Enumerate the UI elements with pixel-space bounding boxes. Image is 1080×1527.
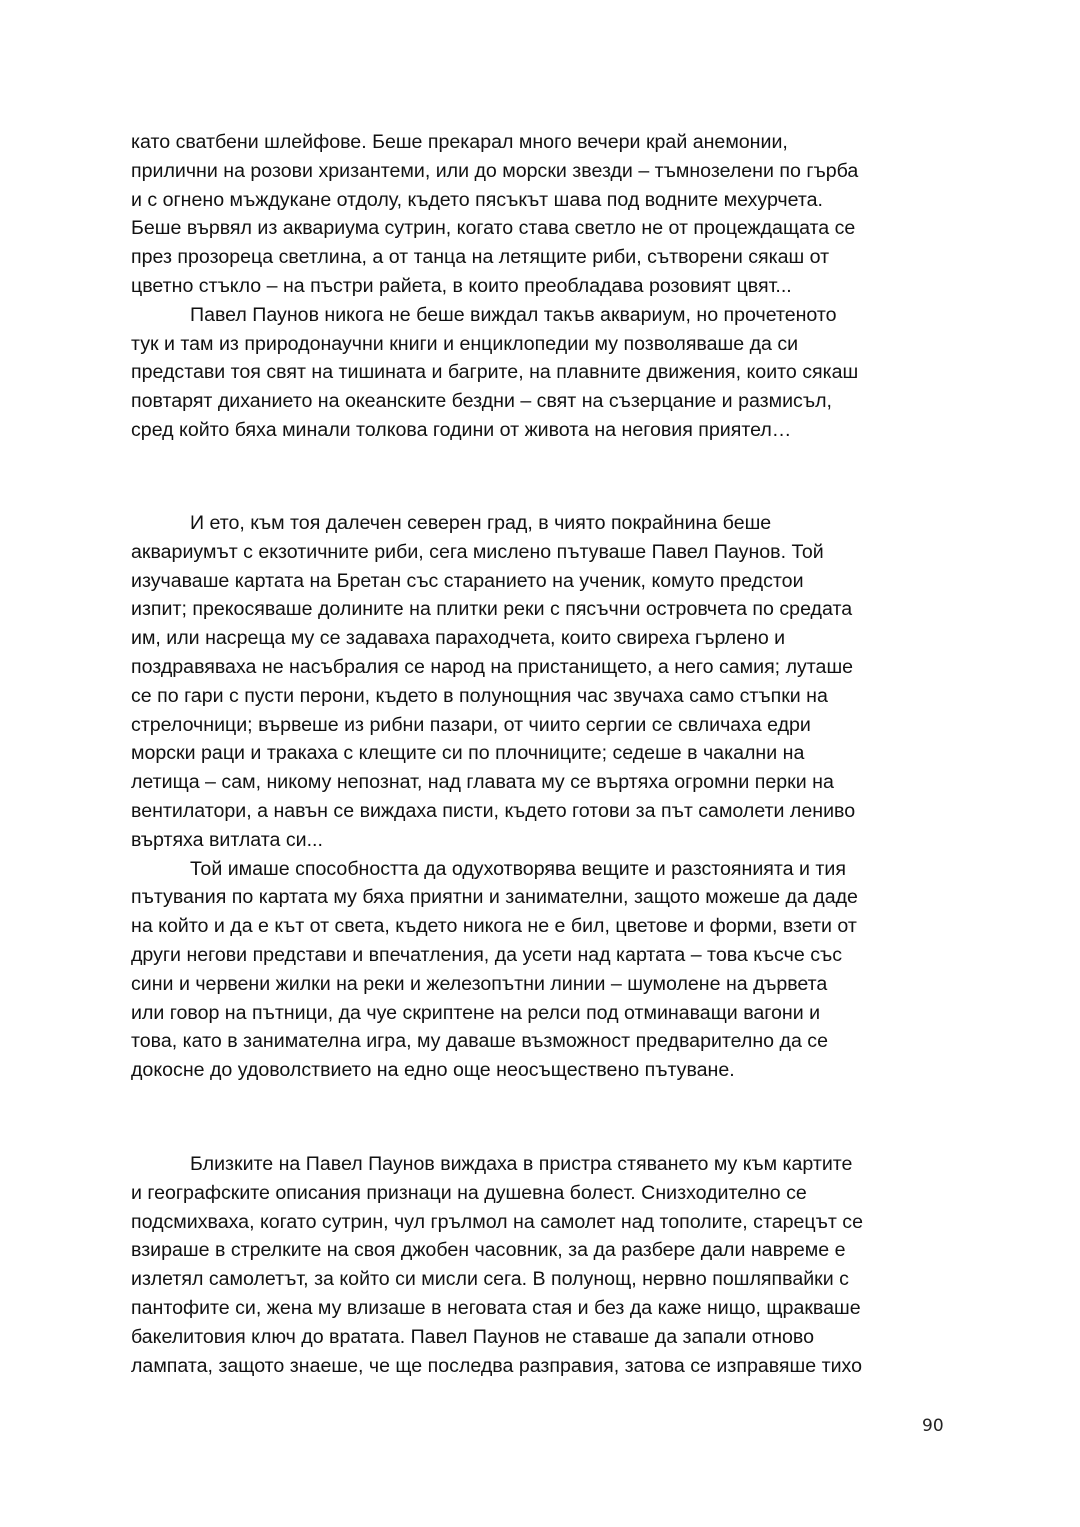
text-line: цветно стъкло – на пъстри райета, в които преобладава розовият цвят... [131,274,792,297]
text-line: стрелочници; вървеше из рибни пазари, от чиито сергии се свличаха едри [131,713,811,736]
text-line: бакелитовия ключ до вратата. Павел Паунов не ставаше да запали отново [131,1325,814,1348]
text-line: и географските описания признаци на душевна болест. Снизходително се [131,1181,807,1204]
text-line: това, като в занимателна игра, му даваше възможност предварително да се [131,1030,828,1053]
text-line: през прозореца светлина, а от танца на летящите риби, сътворени сякаш от [131,246,830,269]
paragraph-block-1 [131,128,951,445]
paragraph-block-3 [131,1150,951,1380]
text-line: подсмихваха, когато сутрин, чул грълмол на самолет над тополите, старецът се [131,1210,863,1233]
paragraph-block-2 [131,509,951,1085]
text-line: прилични на розови хризантеми, или до морски звезди – тъмнозелени по гърба [131,159,859,182]
text-line: сред който бяха минали толкова години от живота на неговия приятел… [131,418,792,441]
text-line: морски раци и тракаха с клещите си по плочниците; седеше в чакални на [131,742,805,765]
text-line: докосне до удоволствието на едно още неосъществено пътуване. [131,1059,735,1082]
page-number: 90 [922,1416,944,1436]
text-line: Беше вървял из аквариума сутрин, когато става светло не от процеждащата се [131,217,856,240]
text-line: И ето, към тоя далечен северен град, в чиято покрайнина беше [190,512,772,534]
text-line: други негови представи и впечатления, да усети над картата – това късче със [131,943,843,966]
text-line: аквариумът с екзотичните риби, сега мислено пътуваше Павел Паунов. Той [131,540,824,563]
text-line: поздравяваха не насъбралия се народ на пристанището, а него самия; луташе [131,655,854,678]
text-line: Той имаше способността да одухотворява вещите и разстоянията и тия [190,857,846,880]
text-line: изпит; прекосяваше долините на плитки реки с пясъчни островчета по средата [131,598,853,621]
text-line: представи тоя свят на тишината и багрите, на плавните движения, които сякаш [131,361,859,384]
text-line: и с огнено мъждукане отдолу, където пясъкът шава под водните мехурчета. [131,188,823,211]
text-line: тук и там из природонаучни книги и енциклопедии му позволяваше да си [131,332,799,355]
text-line: сини и червени жилки на реки и железопътни линии – шумолене на дървета [131,972,828,995]
text-line: повтарят диханието на океанските бездни – свят на съзерцание и размисъл, [131,390,832,413]
text-line: като сватбени шлейфове. Беше прекарал много вечери край анемонии, [131,131,788,153]
text-line: пантофите си, жена му влизаше в неговата стая и без да каже нищо, щракваше [131,1296,861,1319]
text-line: или говор на пътници, да чуе скриптене на релси под отминаващи вагони и [131,1001,821,1024]
text-line: въртяха витлата си... [131,828,323,851]
text-line: излетял самолетът, за който си мисли сега. В полунощ, нервно пошляпвайки с [131,1268,849,1291]
text-line: на който и да е кът от света, където никога не е бил, цветове и форми, взети от [131,915,857,938]
text-line: вентилатори, а навън се виждаха писти, където готови за път самолети лениво [131,799,856,822]
text-line: се по гари с пусти перони, където в полунощния час звучаха само стъпки на [131,684,828,707]
text-line: пътувания по картата му бяха приятни и занимателни, защото можеше да даде [131,886,858,909]
text-line: взираше в стрелките на своя джобен часовник, за да разбере дали навреме е [131,1239,846,1262]
text-line: лампата, защото знаеше, че ще последва разправия, затова се изправяше тихо [131,1354,862,1377]
text-line: им, или насреща му се задаваха параходчета, които свиреха гърлено и [131,627,786,650]
text-line: летища – сам, никому непознат, над главата му се въртяха огромни перки на [131,771,834,794]
text-line: Павел Паунов никога не беше виждал такъв аквариум, но прочетеното [190,303,837,326]
text-line: Близките на Павел Паунов виждаха в пристра стяването му към картите [190,1153,853,1175]
text-line: изучаваше картата на Бретан със старанието на ученик, комуто предстои [131,569,804,592]
